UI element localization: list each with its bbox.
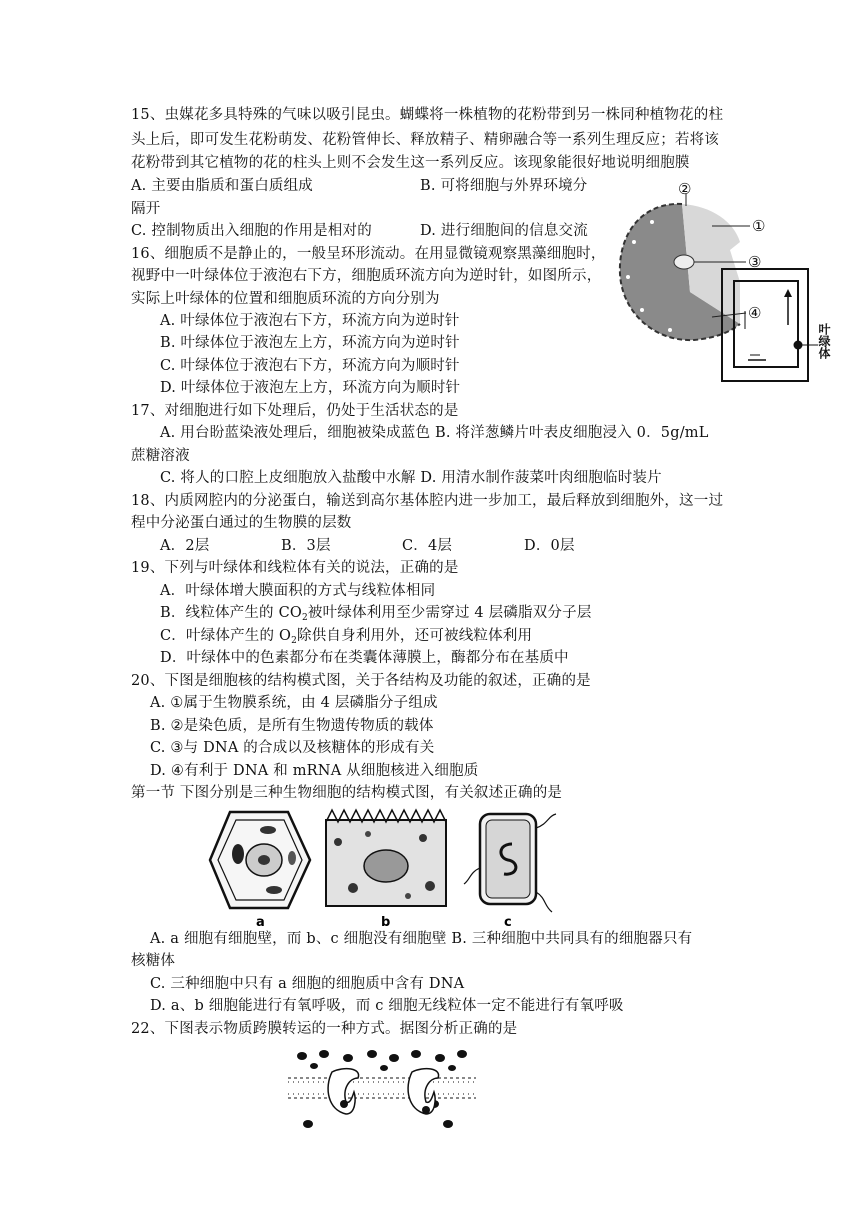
q19-option-c: C．叶绿体产生的 $O_2$除供自身利用外，还可被线粒体利用 xyxy=(160,628,533,646)
q19-option-d: D．叶绿体中的色素都分布在类囊体薄膜上，酶都分布在基质中 xyxy=(160,650,569,666)
transported-molecules xyxy=(297,1050,467,1128)
q15-option-b-cont: 隔开 xyxy=(131,201,161,217)
q15-stem-line3: 花粉带到其它植物的花的柱头上则不会发生这一系列反应。该现象能很好地说明细胞膜 xyxy=(131,155,690,171)
bacterium-cell-c xyxy=(464,814,556,912)
q19-option-b: B．线粒体产生的 $CO_2$被叶绿体利用至少需穿过 4 层磷脂双分子层 xyxy=(160,605,592,623)
q16-option-b: B. 叶绿体位于液泡左上方，环流方向为逆时针 xyxy=(160,335,460,351)
nucleolus-shape xyxy=(674,255,694,269)
q15-option-d: D. 进行细胞间的信息交流 xyxy=(420,223,588,239)
q15-option-c: C. 控制物质出入细胞的作用是相对的 xyxy=(131,223,372,239)
cell-label-b: b xyxy=(381,915,391,930)
q21-option-b-cont: 核糖体 xyxy=(131,953,176,969)
cell-label-a: a xyxy=(256,915,265,930)
q16-stem-line3: 实际上叶绿体的位置和细胞质环流的方向分别为 xyxy=(131,291,440,307)
animal-cell-b xyxy=(326,810,446,906)
q18-option-a: A．2层 xyxy=(160,538,210,554)
nucleus-label-4: ④ xyxy=(748,304,762,322)
q15-option-b: B. 可将细胞与外界环境分 xyxy=(420,178,588,194)
nucleus-label-1: ① xyxy=(752,217,766,235)
q19-option-a: A．叶绿体增大膜面积的方式与线粒体相同 xyxy=(160,583,436,599)
q20-option-d: D. ④有利于 DNA 和 mRNA 从细胞核进入细胞质 xyxy=(150,763,479,779)
q16-option-d: D. 叶绿体位于液泡左上方，环流方向为顺时针 xyxy=(160,380,461,396)
q18-option-d: D．0层 xyxy=(524,538,575,554)
q18-stem-line1: 18、内质网腔内的分泌蛋白，输送到高尔基体腔内进一步加工，最后释放到细胞外，这一过 xyxy=(131,493,724,509)
nucleus-label-2: ② xyxy=(678,182,692,198)
q16-option-a: A. 叶绿体位于液泡右下方，环流方向为逆时针 xyxy=(160,313,460,329)
cell-label-c: c xyxy=(504,915,512,930)
q20-option-c: C. ③与 DNA 的合成以及核糖体的形成有关 xyxy=(150,740,435,756)
membrane-transport-figure xyxy=(284,1048,480,1132)
q19-stem: 19、下列与叶绿体和线粒体有关的说法，正确的是 xyxy=(131,560,459,576)
q21-option-d: D. a、b 细胞能进行有氧呼吸，而 c 细胞无线粒体一定不能进行有氧呼吸 xyxy=(150,998,624,1014)
q20-option-b: B. ②是染色质，是所有生物遗传物质的载体 xyxy=(150,718,434,734)
q15-option-a: A. 主要由脂质和蛋白质组成 xyxy=(131,178,313,194)
lipid-bilayer xyxy=(286,1078,478,1098)
nucleus-label-3: ③ xyxy=(748,253,762,271)
plant-cell-a xyxy=(210,812,310,908)
q21-option-c: C. 三种细胞中只有 a 细胞的细胞质中含有 DNA xyxy=(150,976,465,992)
cytoplasm-flow-figure xyxy=(720,265,840,385)
q20-stem: 20、下图是细胞核的结构模式图，关于各结构及功能的叙述，正确的是 xyxy=(131,673,591,689)
q22-stem: 22、下图表示物质跨膜转运的一种方式。据图分析正确的是 xyxy=(131,1021,518,1037)
q21-options-ab: A. a 细胞有细胞壁，而 b、c 细胞没有细胞壁 B. 三种细胞中共同具有的细胞器只有 xyxy=(150,931,693,947)
q18-option-c: C．4层 xyxy=(402,538,453,554)
q17-option-b-cont: 蔗糖溶液 xyxy=(131,448,190,464)
chloroplast-label: 叶绿体 xyxy=(817,323,831,359)
q17-options-ab: A. 用台盼蓝染液处理后，细胞被染成蓝色 B. 将洋葱鳞片叶表皮细胞浸入 0．5g/mL xyxy=(160,425,709,441)
q15-stem-line1: 15、虫媒花多具特殊的气味以吸引昆虫。蝴蝶将一株植物的花粉带到另一株同种植物花的柱 xyxy=(131,107,724,123)
q17-options-cd: C. 将人的口腔上皮细胞放入盐酸中水解 D. 用清水制作菠菜叶肉细胞临时装片 xyxy=(160,470,662,486)
q17-stem: 17、对细胞进行如下处理后，仍处于生活状态的是 xyxy=(131,403,459,419)
carrier-protein-right xyxy=(408,1069,438,1114)
q18-stem-line2: 程中分泌蛋白通过的生物膜的层数 xyxy=(131,515,352,531)
carrier-protein-left xyxy=(328,1069,358,1114)
q20-option-a: A. ①属于生物膜系统，由 4 层磷脂分子组成 xyxy=(150,695,438,711)
chloroplast-dot xyxy=(794,341,803,350)
q21-stem: 第一节 下图分别是三种生物细胞的结构模式图，有关叙述正确的是 xyxy=(131,785,563,801)
q15-stem-line2: 头上后，即可发生花粉萌发、花粉管伸长、释放精子、精卵融合等一系列生理反应；若将该 xyxy=(131,132,719,148)
q16-stem-line1: 16、细胞质不是静止的，一般呈环形流动。在用显微镜观察黑藻细胞时， xyxy=(131,246,606,262)
three-cells-figure xyxy=(208,808,560,930)
q16-stem-line2: 视野中一叶绿体位于液泡右下方，细胞质环流方向为逆时针，如图所示， xyxy=(131,268,602,284)
q16-option-c: C. 叶绿体位于液泡右下方，环流方向为顺时针 xyxy=(160,358,460,374)
q18-option-b: B．3层 xyxy=(281,538,331,554)
